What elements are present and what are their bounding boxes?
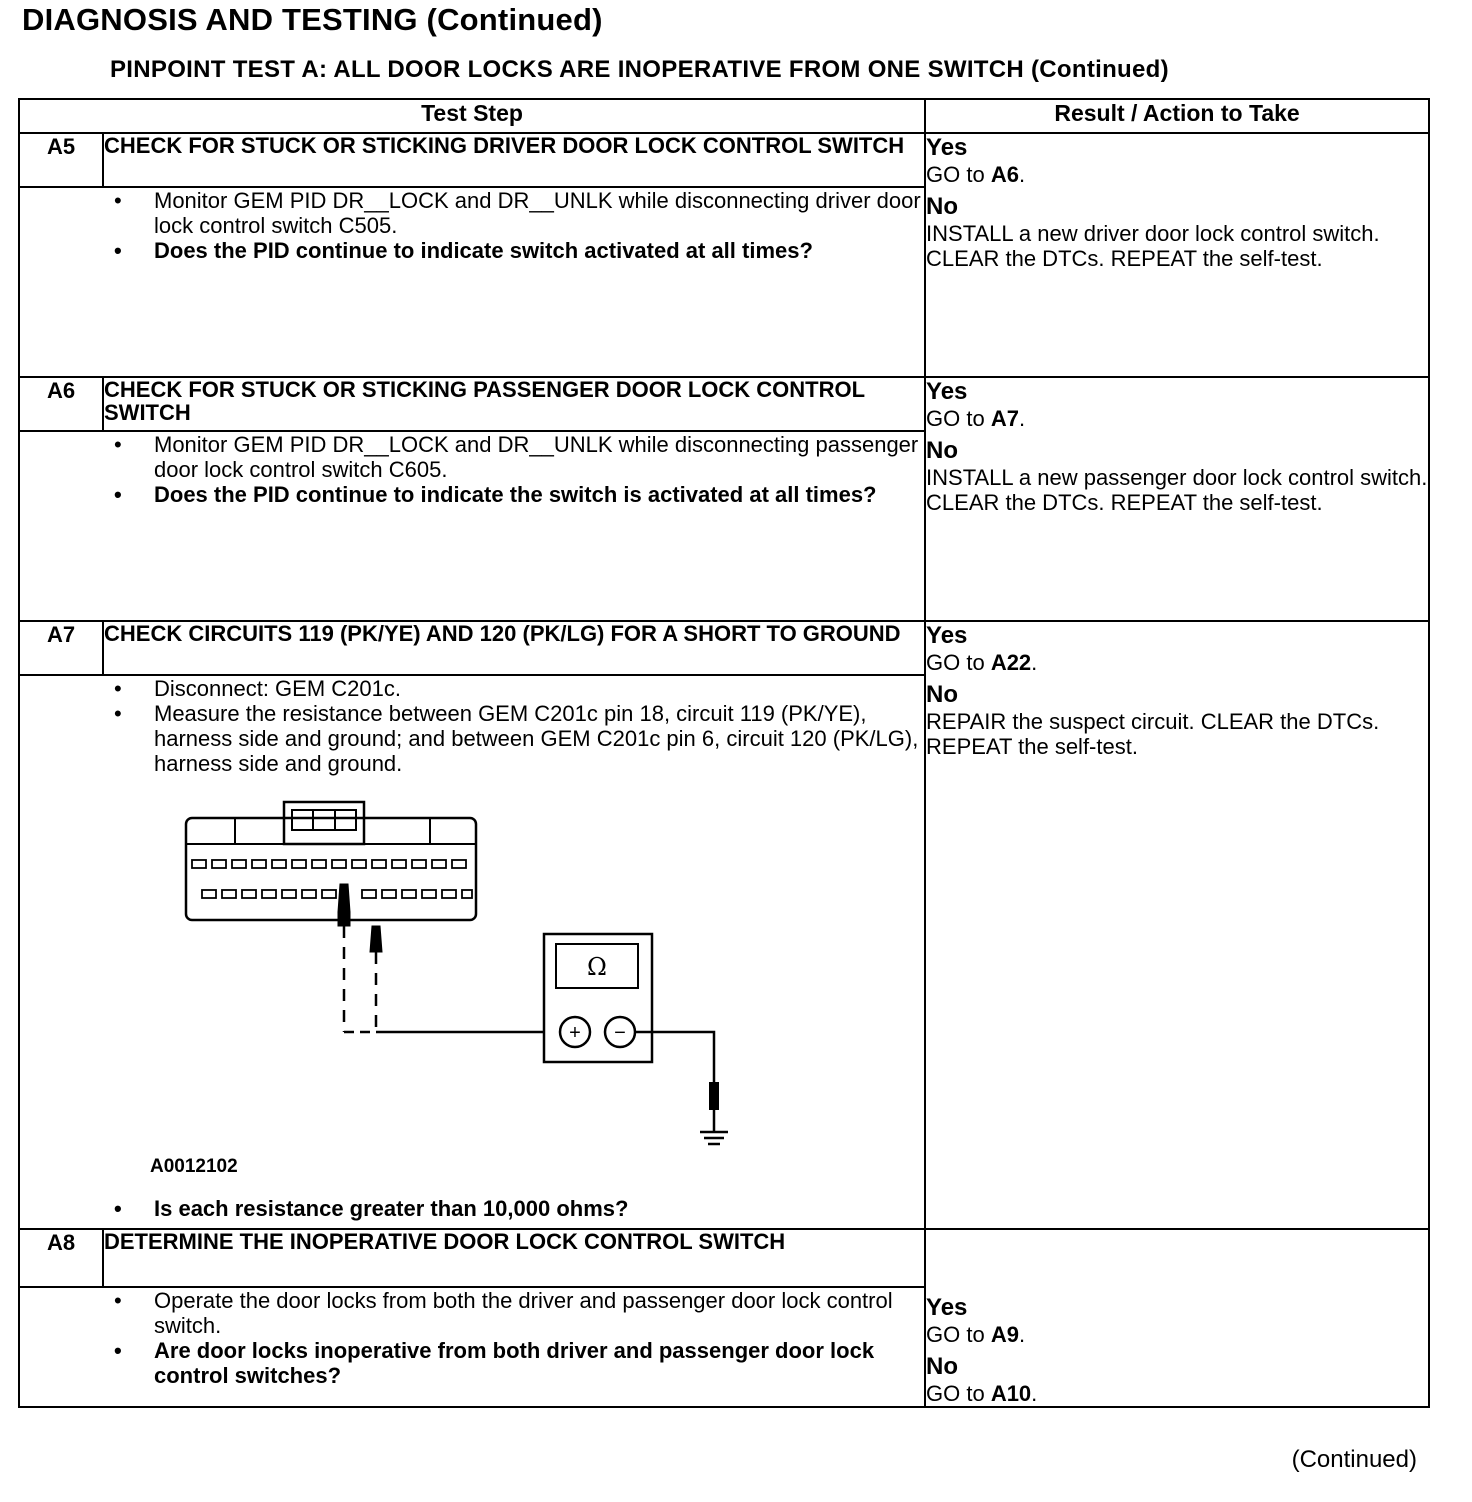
step-a8-title-row: [19, 1229, 1429, 1287]
step-bullet: • Monitor GEM PID DR__LOCK and DR__UNLK while disconnecting driver door lock control switch C505.: [20, 188, 924, 238]
continued-note: (Continued): [1291, 1446, 1417, 1473]
step-a6-title-row: [19, 377, 1429, 431]
step-question: • Is each resistance greater than 10,000 ohms?: [20, 1196, 924, 1221]
page-title: DIAGNOSIS AND TESTING (Continued): [22, 2, 603, 37]
no-action: INSTALL a new driver door lock control switch. CLEAR the DTCs. REPEAT the self-test.: [926, 221, 1380, 271]
connector-latch: [284, 802, 364, 844]
figure-id: A0012102: [150, 1156, 238, 1177]
step-id: A7: [19, 621, 103, 675]
plus-label: +: [569, 1022, 581, 1044]
yes-action: GO to A7.: [926, 406, 1026, 431]
ground-lead: [635, 1032, 714, 1132]
step-bullet: • Disconnect: GEM C201c.: [20, 676, 924, 701]
no-action: INSTALL a new passenger door lock control switch. CLEAR the DTCs. REPEAT the self-test.: [926, 465, 1428, 515]
step-id: A8: [19, 1229, 103, 1287]
step-a5-title-row: [19, 133, 1429, 187]
no-action: REPAIR the suspect circuit. CLEAR the DTCs. REPEAT the self-test.: [926, 709, 1380, 759]
ohm-symbol: Ω: [587, 953, 607, 981]
no-label: No: [926, 1353, 959, 1380]
no-action: GO to A10.: [926, 1381, 1038, 1406]
yes-action: GO to A6.: [926, 162, 1026, 187]
step-result: [925, 621, 1429, 1229]
column-header-test-step: Test Step: [19, 99, 925, 133]
connector-pins: [192, 860, 472, 898]
pinpoint-test-title: PINPOINT TEST A: ALL DOOR LOCKS ARE INOPERATIVE FROM ONE SWITCH (Continued): [110, 56, 1169, 83]
step-body: [19, 1287, 925, 1407]
ground-clip: [709, 1082, 719, 1110]
no-label: No: [926, 193, 959, 220]
step-body: [19, 187, 925, 377]
step-result: [925, 1229, 1429, 1407]
wiring-diagram-svg: [20, 776, 740, 1156]
step-body: [19, 431, 925, 621]
step-a7-title-row: [19, 621, 1429, 675]
yes-label: Yes: [926, 134, 968, 161]
connector-measurement-diagram: [20, 776, 924, 1196]
step-id: A6: [19, 377, 103, 431]
pinpoint-test-table: [18, 98, 1430, 1408]
step-id: A5: [19, 133, 103, 187]
step-bullet: • Operate the door locks from both the driver and passenger door lock control switch.: [20, 1288, 924, 1338]
step-question: • Are door locks inoperative from both driver and passenger door lock control switches?: [20, 1338, 924, 1388]
step-bullet: • Monitor GEM PID DR__LOCK and DR__UNLK while disconnecting passenger door lock control switch C605.: [20, 432, 924, 482]
step-result: [925, 133, 1429, 377]
step-result: [925, 377, 1429, 621]
step-body: [19, 675, 925, 1229]
connector-c201c: [186, 818, 476, 920]
column-header-result: Result / Action to Take: [925, 99, 1429, 133]
yes-action: GO to A9.: [926, 1322, 1026, 1347]
yes-label: Yes: [926, 1294, 968, 1321]
yes-label: Yes: [926, 378, 968, 405]
minus-label: −: [614, 1022, 626, 1044]
table-header-row: [19, 99, 1429, 133]
step-title: CHECK FOR STUCK OR STICKING PASSENGER DOOR LOCK CONTROL SWITCH: [103, 377, 925, 431]
step-question: • Does the PID continue to indicate the switch is activated at all times?: [20, 482, 924, 507]
step-bullet: • Measure the resistance between GEM C201c pin 18, circuit 119 (PK/YE), harness side and ground; and between GEM C201c pin 6, circuit 120 (PK/LG), harness side and ground.: [20, 701, 924, 776]
step-question: • Does the PID continue to indicate switch activated at all times?: [20, 238, 924, 263]
yes-action: GO to A22.: [926, 650, 1038, 675]
yes-label: Yes: [926, 622, 968, 649]
no-label: No: [926, 437, 959, 464]
step-title: DETERMINE THE INOPERATIVE DOOR LOCK CONTROL SWITCH: [103, 1229, 925, 1287]
no-label: No: [926, 681, 959, 708]
step-title: CHECK CIRCUITS 119 (PK/YE) AND 120 (PK/LG) FOR A SHORT TO GROUND: [103, 621, 925, 675]
step-title: CHECK FOR STUCK OR STICKING DRIVER DOOR LOCK CONTROL SWITCH: [103, 133, 925, 187]
